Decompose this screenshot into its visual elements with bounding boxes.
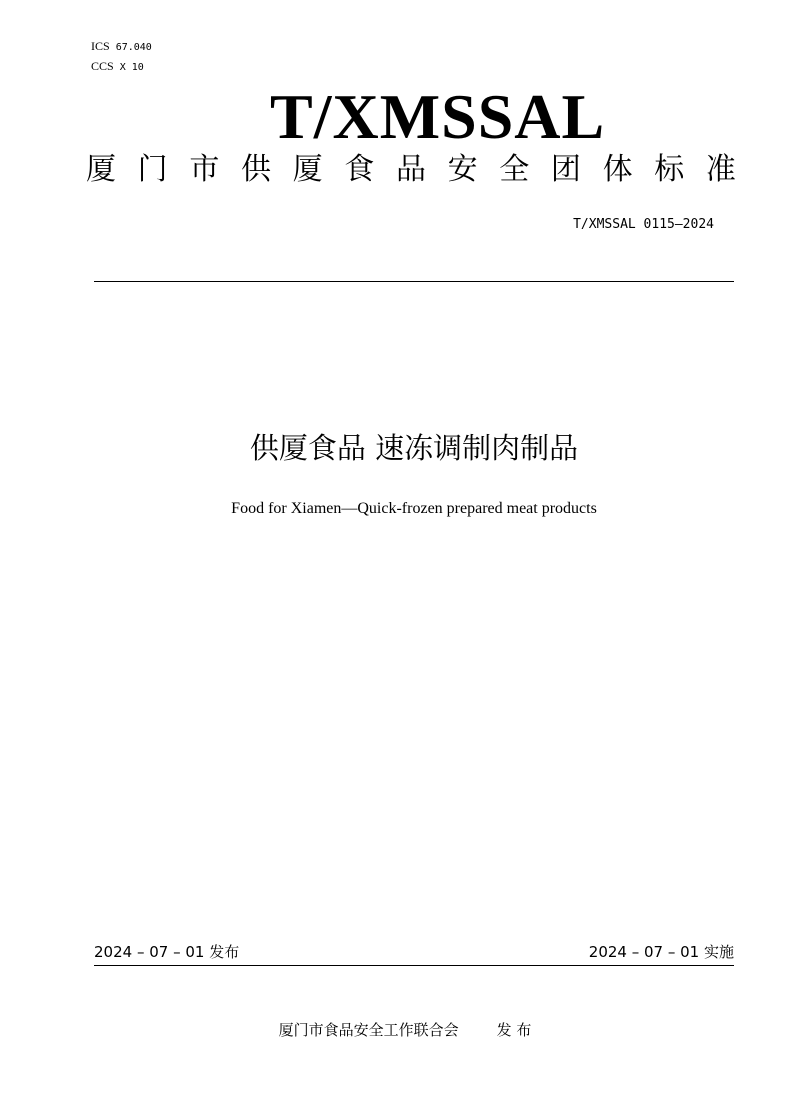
- ccs-value: X 10: [119, 62, 144, 73]
- ccs-label: CCS: [91, 59, 114, 73]
- organization-name-char: 品: [395, 152, 426, 187]
- organization-name-char: 供: [240, 152, 271, 187]
- ics-value: 67.040: [115, 42, 152, 53]
- organization-name: [86, 150, 736, 190]
- organization-name-char: 团: [550, 152, 581, 187]
- organization-name-char: 食: [344, 152, 375, 187]
- standard-number: T/XMSSAL 0115—2024: [573, 217, 714, 232]
- organization-name-char: 厦: [86, 152, 116, 187]
- organization-name-char: 门: [137, 152, 168, 187]
- issue-action: 发 布: [496, 1021, 532, 1039]
- organization-name-char: 市: [189, 152, 220, 187]
- organization-name-char: 安: [447, 152, 478, 187]
- issuer-name: 厦门市食品安全工作联合会: [278, 1021, 459, 1039]
- ccs-line: [91, 59, 144, 75]
- organization-name-char: 全: [499, 152, 530, 187]
- document-title-chinese: 供厦食品 速冻调制肉制品: [249, 431, 579, 465]
- organization-name-char: 体: [602, 152, 633, 187]
- organization-name-char: 准: [705, 152, 736, 187]
- publish-date: 2024 – 07 – 01 发布: [94, 943, 240, 961]
- ics-line: [91, 39, 152, 55]
- footer-divider: [94, 965, 734, 966]
- ics-label: ICS: [91, 39, 110, 53]
- document-title-english: Food for Xiamen—Quick-frozen prepared meat products: [231, 500, 597, 517]
- issuer-line: [0, 1019, 790, 1041]
- header-divider: [94, 281, 734, 282]
- organization-name-char: 厦: [292, 152, 323, 187]
- organization-code: T/XMSSAL: [270, 81, 606, 152]
- implementation-date: 2024 – 07 – 01 实施: [588, 943, 734, 961]
- organization-name-char: 标: [654, 152, 685, 187]
